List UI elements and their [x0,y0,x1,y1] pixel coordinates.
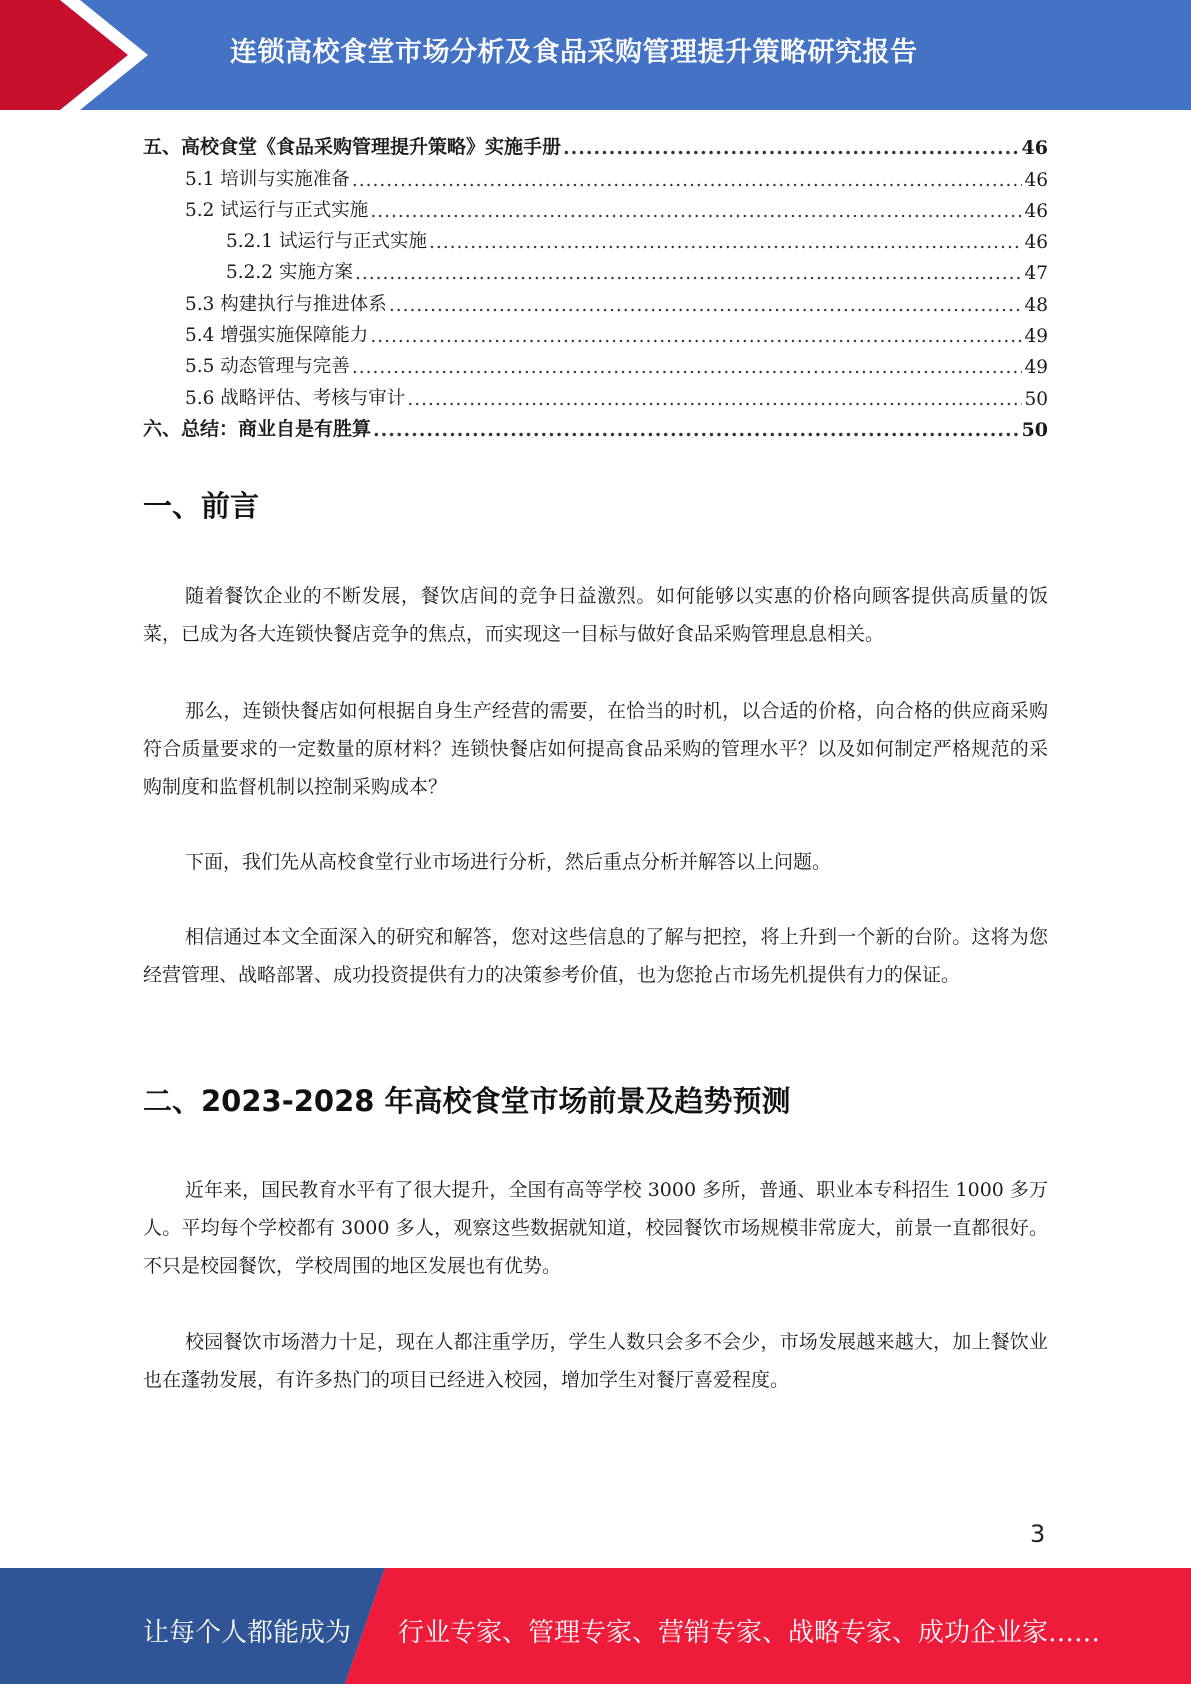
toc-entry-label: 5.2.2 实施方案 [226,262,353,284]
page-header [0,0,1191,110]
toc-entry[interactable] [143,191,1048,222]
toc-entry[interactable] [143,222,1048,253]
toc-entry-page: 46 [1024,232,1048,254]
page-footer [0,1568,1191,1684]
toc-entry-label: 5.2.1 试运行与正式实施 [226,231,427,253]
toc-leader-dots [355,263,1023,284]
body-paragraph: 近年来，国民教育水平有了很大提升，全国有高等学校 3000 多所，普通、职业本专科招生 1000 多万人。平均每个学校都有 3000 多人，观察这些数据就知道，校园餐饮市场规模非常庞大，前景一直都很好。不只是校园餐饮，学校周围的地区发展也有优势。 [143,1179,1048,1277]
toc-entry-label: 五、高校食堂《食品采购管理提升策略》实施手册 [143,136,562,159]
toc-leader-dots [373,419,1020,441]
toc-leader-dots [370,326,1022,347]
toc-entry-page: 46 [1021,137,1048,160]
toc-leader-dots [352,170,1023,191]
toc-entry-label: 5.5 动态管理与完善 [185,356,350,378]
toc-leader-dots [370,201,1022,222]
footer-slogan-right: 行业专家、管理专家、营销专家、战略专家、成功企业家…… [398,1618,1101,1648]
body-paragraph: 校园餐饮市场潜力十足，现在人都注重学历，学生人数只会多不会少，市场发展越来越大，加上餐饮业也在蓬勃发展，有许多热门的项目已经进入校园，增加学生对餐厅喜爱程度。 [143,1331,1048,1391]
section-heading-market-outlook: 二、2023-2028 年高校食堂市场前景及趋势预测 [143,1084,791,1118]
toc-entry[interactable] [143,284,1048,315]
body-paragraph: 那么，连锁快餐店如何根据自身生产经营的需要，在恰当的时机，以合适的价格，向合格的供应商采购符合质量要求的一定数量的原材料？连锁快餐店如何提高食品采购的管理水平？以及如何制定严格规范的采购制度和监督机制以控制采购成本？ [143,700,1048,798]
toc-leader-dots [429,232,1022,253]
toc-entry-page: 49 [1024,326,1048,348]
toc-entry-page: 50 [1024,388,1048,410]
toc-entry-page: 47 [1024,263,1048,285]
toc-entry[interactable] [143,410,1048,441]
toc-entry-label: 六、总结：商业自是有胜算 [143,417,372,440]
toc-entry-label: 5.2 试运行与正式实施 [185,199,369,221]
section-heading-preface: 一、前言 [143,489,260,523]
toc-entry-page: 46 [1024,200,1048,222]
toc-entry[interactable] [143,159,1048,190]
toc-entry-page: 48 [1024,294,1048,316]
toc-entry-label: 5.4 增强实施保障能力 [185,325,369,347]
toc-entry-page: 46 [1024,169,1048,191]
table-of-contents [143,128,1048,441]
body-paragraph: 随着餐饮企业的不断发展，餐饮店间的竞争日益激烈。如何能够以实惠的价格向顾客提供高质量的饭菜，已成为各大连锁快餐店竞争的焦点，而实现这一目标与做好食品采购管理息息相关。 [143,585,1048,645]
toc-entry-label: 5.1 培训与实施准备 [185,168,350,190]
toc-leader-dots [563,137,1020,159]
header-arrow-decoration [0,0,160,110]
body-paragraph: 相信通过本文全面深入的研究和解答，您对这些信息的了解与把控，将上升到一个新的台阶。这将为您经营管理、战略部署、成功投资提供有力的决策参考价值，也为您抢占市场先机提供有力的保证。 [143,926,1048,986]
toc-leader-dots [389,295,1023,316]
toc-entry[interactable] [143,128,1048,159]
toc-entry[interactable] [143,253,1048,284]
page-number: 3 [1030,1520,1046,1548]
toc-entry[interactable] [143,378,1048,409]
toc-entry-label: 5.6 战略评估、考核与审计 [185,387,406,409]
footer-slogan-left: 让每个人都能成为 [143,1618,352,1648]
toc-entry[interactable] [143,316,1048,347]
toc-entry-page: 49 [1024,357,1048,379]
body-paragraph: 下面，我们先从高校食堂行业市场进行分析，然后重点分析并解答以上问题。 [185,851,832,873]
toc-entry[interactable] [143,347,1048,378]
report-title: 连锁高校食堂市场分析及食品采购管理提升策略研究报告 [230,37,918,68]
toc-leader-dots [352,357,1023,378]
toc-entry-label: 5.3 构建执行与推进体系 [185,293,387,315]
toc-entry-page: 50 [1021,418,1048,441]
toc-leader-dots [407,389,1022,410]
